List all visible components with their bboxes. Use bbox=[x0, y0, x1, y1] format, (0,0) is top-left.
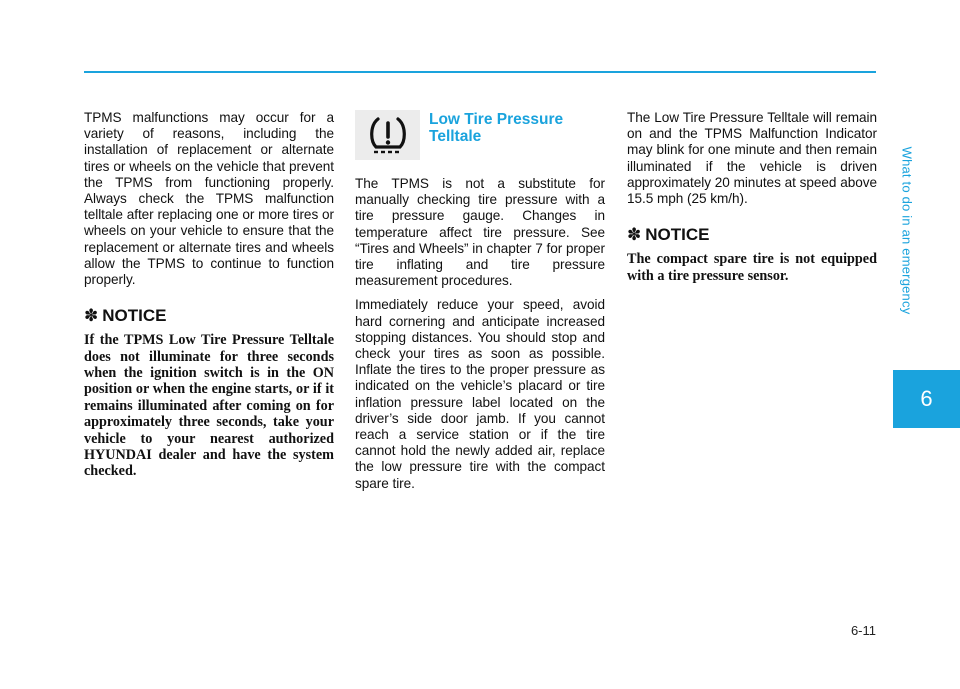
notice-text: The compact spare tire is not equipped with a tire pressure sensor. bbox=[627, 251, 877, 284]
body-paragraph: Immediately reduce your speed, avoid hard cornering and anticipate increased stopping distances. You should stop and check your tires as soon as possible. Inflate the tires to the proper pressure as indicated on the vehicle’s placard or tire inflation pressure label located on the driver’s side door jamb. If you cannot reach a service station or if the tire cannot hold the newly added air, replace the low pressure tire with the compact spare tire. bbox=[355, 297, 605, 491]
notice-title: NOTICE bbox=[645, 225, 710, 245]
column-3 bbox=[627, 110, 877, 284]
header-rule bbox=[84, 71, 876, 73]
notice-text: If the TPMS Low Tire Pressure Telltale does not illuminate for three seconds when the ignition switch is in the ON position or when the engine starts, or if it remains illuminated after coming on for approximately three seconds, take your vehicle to your nearest authorized HYUNDAI dealer and have the system checked. bbox=[84, 332, 334, 480]
intro-paragraph: TPMS malfunctions may occur for a variety of reasons, including the installation of replacement or alternate tires or wheels on the vehicle that prevent the TPMS from functioning properly. Always check the TPMS malfunction telltale after replacing one or more tires or wheels on your vehicle to ensure that the replacement or alternate tires and wheels allow the TPMS to continue to function properly. bbox=[84, 110, 334, 288]
notice-star-icon: ✽ bbox=[84, 306, 99, 326]
notice-heading bbox=[627, 225, 877, 245]
chapter-side-label bbox=[892, 90, 922, 370]
body-paragraph: The TPMS is not a substitute for manually checking tire pressure with a tire pressure gauge. Changes in temperature affect tire pressure. See “Tires and Wheels” in chapter 7 for proper tire inflating and tire pressure measurement procedures. bbox=[355, 176, 605, 289]
notice-star-icon: ✽ bbox=[627, 225, 642, 245]
page-number: 6-11 bbox=[850, 623, 876, 638]
body-paragraph: The Low Tire Pressure Telltale will remain on and the TPMS Malfunction Indicator may blink for one minute and then remain illuminated if the vehicle is driven approximately 20 minutes at speed above 15.5 mph (25 km/h). bbox=[627, 110, 877, 207]
column-1 bbox=[84, 110, 334, 480]
chapter-tab: 6 bbox=[893, 370, 960, 428]
column-2 bbox=[355, 110, 605, 492]
tire-pressure-warning-icon bbox=[355, 110, 420, 160]
section-title: Low Tire Pressure Telltale bbox=[429, 111, 564, 145]
section-heading bbox=[355, 110, 605, 164]
chapter-title: What to do in an emergency bbox=[899, 146, 915, 314]
notice-heading bbox=[84, 306, 334, 326]
notice-title: NOTICE bbox=[102, 306, 167, 326]
